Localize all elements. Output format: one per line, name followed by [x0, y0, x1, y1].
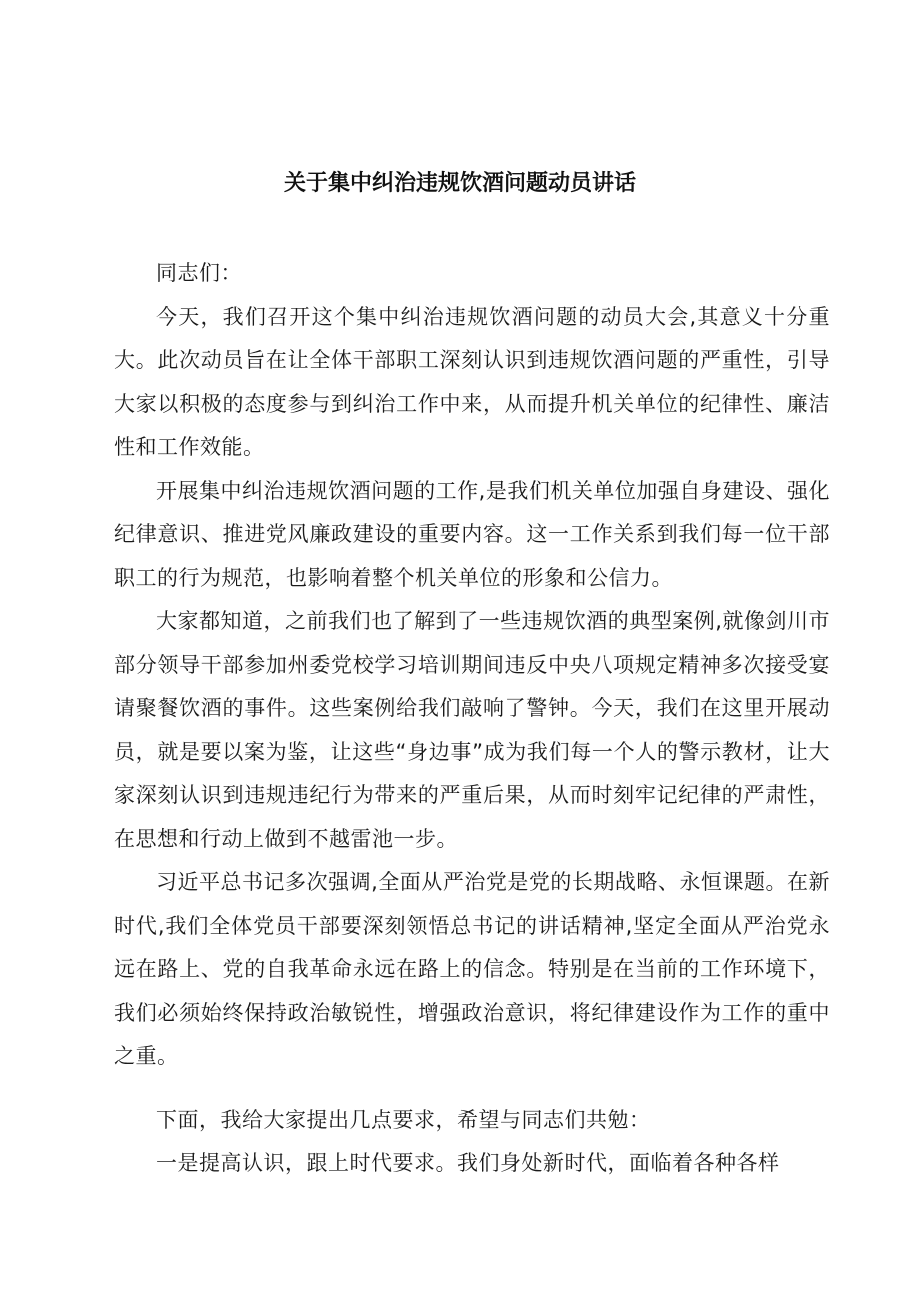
document-body [114, 252, 830, 1186]
body-paragraph: 开展集中纠治违规饮酒问题的工作,是我们机关单位加强自身建设、强化纪律意识、推进党风廉政建设的重要内容。这一工作关系到我们每一位干部职工的行为规范，也影响着整个机关单位的形象和公信力。 [114, 478, 830, 590]
body-paragraph: 下面，我给大家提出几点要求，希望与同志们共勉： [156, 1107, 651, 1132]
body-paragraph: 一是提高认识，跟上时代要求。我们身处新时代，面临着各种各样 [156, 1151, 780, 1175]
document-title: 关于集中纠治违规饮酒问题动员讲话 [283, 171, 636, 196]
body-paragraph: 今天，我们召开这个集中纠治违规饮酒问题的动员大会,其意义十分重大。此次动员旨在让全体干部职工深刻认识到违规饮酒问题的严重性，引导大家以积极的态度参与到纠治工作中来，从而提升机关单位的纪律性、廉洁性和工作效能。 [114, 304, 830, 459]
body-paragraph: 习近平总书记多次强调,全面从严治党是党的长期战略、永恒课题。在新时代,我们全体党员干部要深刻领悟总书记的讲话精神,坚定全面从严治党永远在路上、党的自我革命永远在路上的信念。特别是在当前的工作环境下，我们必须始终保持政治敏锐性，增强政治意识，将纪律建设作为工作的重中之重。 [114, 870, 830, 1068]
body-paragraph: 大家都知道，之前我们也了解到了一些违规饮酒的典型案例,就像剑川市部分领导干部参加州委党校学习培训期间违反中央八项规定精神多次接受宴请聚餐饮酒的事件。这些案例给我们敲响了警钟。今天，我们在这里开展动员，就是要以案为鉴，让这些“身边事”成为我们每一个人的警示教材，让大家深刻认识到违规违纪行为带来的严重后果，从而时刻牢记纪律的严肃性，在思想和行动上做到不越雷池一步。 [114, 609, 830, 851]
salutation-paragraph: 同志们： [156, 261, 242, 285]
